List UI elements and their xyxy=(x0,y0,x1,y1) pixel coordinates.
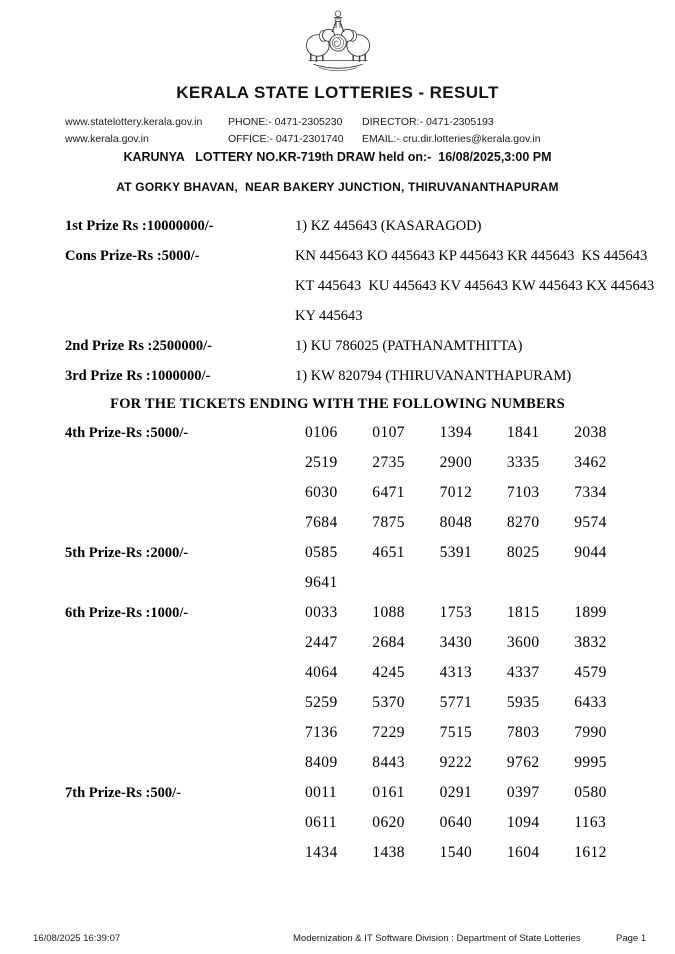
prize-label-spacer xyxy=(65,508,295,538)
ticket-number: 2447 xyxy=(305,634,338,651)
draw-title-line: KARUNYA LOTTERY NO.KR-719th DRAW held on:- 16/08/2025,3:00 PM xyxy=(123,150,552,164)
ticket-number: 0107 xyxy=(372,424,405,441)
ticket-number: 2038 xyxy=(574,424,607,441)
prize-row xyxy=(0,748,675,778)
ticket-number: 2684 xyxy=(372,634,405,651)
ticket-number: 1841 xyxy=(506,424,540,441)
prize-row xyxy=(0,448,675,478)
prize-label-spacer xyxy=(65,478,295,508)
prize-label-spacer xyxy=(65,628,295,658)
prize-label: 1st Prize Rs :10000000/- xyxy=(65,218,214,234)
ticket-number: 1612 xyxy=(574,844,607,861)
ticket-number-row xyxy=(305,748,641,778)
prize-label-spacer xyxy=(65,838,295,868)
ticket-number: 0291 xyxy=(439,784,473,801)
ticket-number: 8025 xyxy=(506,544,540,561)
winning-number-line: KN 445643 KO 445643 KP 445643 KR 445643 KS 445643 xyxy=(295,248,648,264)
prize-row xyxy=(0,418,675,448)
winning-number-line: KT 445643 KU 445643 KV 445643 KW 445643 KX 445643 xyxy=(295,278,655,294)
footer-page-number: Page 1 xyxy=(616,933,647,944)
contact-row xyxy=(0,131,675,148)
prize-row xyxy=(0,271,675,301)
ticket-number: 2519 xyxy=(305,454,338,471)
ticket-number-row xyxy=(305,718,641,748)
prize-row xyxy=(0,628,675,658)
ticket-number: 6433 xyxy=(574,694,607,711)
prize-label-spacer xyxy=(65,448,295,478)
ticket-number: 1163 xyxy=(574,814,607,831)
ticket-number-row xyxy=(305,628,641,658)
ticket-number: 1604 xyxy=(506,844,540,861)
ticket-number: 2735 xyxy=(372,454,405,471)
ticket-number: 1394 xyxy=(439,424,473,441)
ticket-number: 0033 xyxy=(305,604,338,621)
prize-row xyxy=(0,598,675,628)
prize-row xyxy=(0,361,675,391)
ticket-number: 7684 xyxy=(305,514,338,531)
website-kerala: www.kerala.gov.in xyxy=(65,133,149,145)
prize-label: 2nd Prize Rs :2500000/- xyxy=(65,338,212,354)
ticket-number: 9044 xyxy=(574,544,607,561)
ticket-number-row xyxy=(305,448,641,478)
prize-row xyxy=(0,508,675,538)
ticket-number: 4579 xyxy=(574,664,607,681)
ticket-number-row xyxy=(305,418,641,448)
prize-row xyxy=(0,538,675,568)
prize-row xyxy=(0,778,675,808)
ticket-number: 0161 xyxy=(372,784,405,801)
ticket-number: 1434 xyxy=(305,844,338,861)
ticket-number: 0620 xyxy=(372,814,405,831)
ticket-number: 4651 xyxy=(372,544,405,561)
ticket-number: 1540 xyxy=(439,844,473,861)
prize-row xyxy=(0,241,675,271)
prize-label: 5th Prize-Rs :2000/- xyxy=(65,545,189,561)
ticket-number: 7012 xyxy=(439,484,473,501)
page-title: KERALA STATE LOTTERIES - RESULT xyxy=(176,83,499,102)
prize-row xyxy=(0,211,675,241)
ticket-number: 7334 xyxy=(574,484,607,501)
prize-label-spacer xyxy=(65,301,295,331)
ticket-number: 7875 xyxy=(372,514,405,531)
ticket-number: 8270 xyxy=(506,514,540,531)
ticket-number-row xyxy=(305,808,641,838)
ticket-number: 6471 xyxy=(372,484,405,501)
office-number: OFFICE:- 0471-2301740 xyxy=(228,133,344,145)
winning-number-line: 1) KW 820794 (THIRUVANANTHAPURAM) xyxy=(295,368,572,384)
ending-numbers-heading: FOR THE TICKETS ENDING WITH THE FOLLOWING NUMBERS xyxy=(110,396,565,412)
prize-label-spacer xyxy=(65,748,295,778)
winning-number-line: 1) KU 786025 (PATHANAMTHITTA) xyxy=(295,338,523,354)
prize-row xyxy=(0,331,675,361)
ticket-number: 7103 xyxy=(506,484,540,501)
ticket-number: 0611 xyxy=(305,814,338,831)
prize-label-spacer xyxy=(65,271,295,301)
prize-label: 7th Prize-Rs :500/- xyxy=(65,785,181,801)
kerala-government-emblem xyxy=(300,6,376,76)
ticket-number-row xyxy=(305,538,641,568)
prize-row xyxy=(0,301,675,331)
ticket-number: 4245 xyxy=(372,664,405,681)
ticket-number: 3832 xyxy=(574,634,607,651)
email-address: EMAIL:- cru.dir.lotteries@kerala.gov.in xyxy=(362,133,541,145)
website-statelottery: www.statelottery.kerala.gov.in xyxy=(65,116,203,128)
ticket-number: 5391 xyxy=(439,544,473,561)
director-number: DIRECTOR:- 0471-2305193 xyxy=(362,116,494,128)
winning-number-line: KY 445643 xyxy=(295,308,363,324)
winning-number-line: 1) KZ 445643 (KASARAGOD) xyxy=(295,218,482,234)
ticket-number: 4337 xyxy=(506,664,540,681)
prize-row xyxy=(0,688,675,718)
ticket-number: 2900 xyxy=(439,454,473,471)
ticket-number-row xyxy=(305,688,641,718)
ticket-number: 8048 xyxy=(439,514,473,531)
ticket-number: 0585 xyxy=(305,544,338,561)
ticket-number-row xyxy=(305,598,641,628)
ticket-number: 0011 xyxy=(305,784,338,801)
ticket-number-row xyxy=(305,508,641,538)
ticket-number: 4064 xyxy=(305,664,338,681)
ticket-number: 7515 xyxy=(439,724,473,741)
prize-row xyxy=(0,658,675,688)
ticket-number-row xyxy=(305,778,641,808)
ticket-number: 5771 xyxy=(439,694,473,711)
ticket-number-row xyxy=(305,478,641,508)
ticket-number: 9641 xyxy=(305,574,338,591)
ticket-number: 1815 xyxy=(506,604,540,621)
top-prizes-table xyxy=(0,211,675,391)
ticket-number: 0580 xyxy=(574,784,607,801)
ticket-number: 3600 xyxy=(506,634,540,651)
ticket-number: 3430 xyxy=(439,634,473,651)
prize-label: 4th Prize-Rs :5000/- xyxy=(65,425,189,441)
prize-label-spacer xyxy=(65,718,295,748)
ticket-number: 0397 xyxy=(506,784,540,801)
venue-line: AT GORKY BHAVAN, NEAR BAKERY JUNCTION, THIRUVANANTHAPURAM xyxy=(116,180,559,194)
ticket-number: 6030 xyxy=(305,484,338,501)
ticket-number-row xyxy=(305,658,641,688)
ticket-number-row xyxy=(305,838,641,868)
ticket-number: 1094 xyxy=(506,814,540,831)
phone-number: PHONE:- 0471-2305230 xyxy=(228,116,343,128)
ticket-number: 9995 xyxy=(574,754,607,771)
prize-row xyxy=(0,838,675,868)
ticket-number: 7803 xyxy=(506,724,540,741)
contact-info xyxy=(0,114,675,148)
ticket-number: 5259 xyxy=(305,694,338,711)
ticket-number: 3462 xyxy=(574,454,607,471)
ticket-number: 5935 xyxy=(506,694,540,711)
ticket-number: 1899 xyxy=(574,604,607,621)
prize-row xyxy=(0,808,675,838)
ticket-number: 3335 xyxy=(506,454,540,471)
ticket-number: 0106 xyxy=(305,424,338,441)
ticket-number: 5370 xyxy=(372,694,405,711)
ticket-number: 1438 xyxy=(372,844,405,861)
footer-timestamp: 16/08/2025 16:39:07 xyxy=(33,933,121,944)
ticket-number: 9574 xyxy=(574,514,607,531)
ticket-number: 8409 xyxy=(305,754,338,771)
ticket-number: 9762 xyxy=(506,754,540,771)
prize-label: 6th Prize-Rs :1000/- xyxy=(65,605,189,621)
prize-row xyxy=(0,718,675,748)
ticket-number: 1088 xyxy=(372,604,405,621)
prize-label: 3rd Prize Rs :1000000/- xyxy=(65,368,211,384)
ticket-number: 4313 xyxy=(439,664,473,681)
footer-division: Modernization & IT Software Division : Department of State Lotteries xyxy=(293,933,581,944)
prize-label: Cons Prize-Rs :5000/- xyxy=(65,248,200,264)
ticket-number-row xyxy=(305,568,372,598)
ticket-number: 1753 xyxy=(439,604,473,621)
ticket-number: 7136 xyxy=(305,724,338,741)
prize-label-spacer xyxy=(65,658,295,688)
prize-row xyxy=(0,568,675,598)
prize-label-spacer xyxy=(65,688,295,718)
ticket-number: 0640 xyxy=(439,814,473,831)
contact-row xyxy=(0,114,675,131)
ticket-number: 9222 xyxy=(439,754,473,771)
ticket-number: 7990 xyxy=(574,724,607,741)
ticket-number: 7229 xyxy=(372,724,405,741)
prize-row xyxy=(0,478,675,508)
prize-label-spacer xyxy=(65,808,295,838)
ticket-number: 8443 xyxy=(372,754,405,771)
prize-label-spacer xyxy=(65,568,295,598)
ending-prizes-table xyxy=(0,418,675,868)
